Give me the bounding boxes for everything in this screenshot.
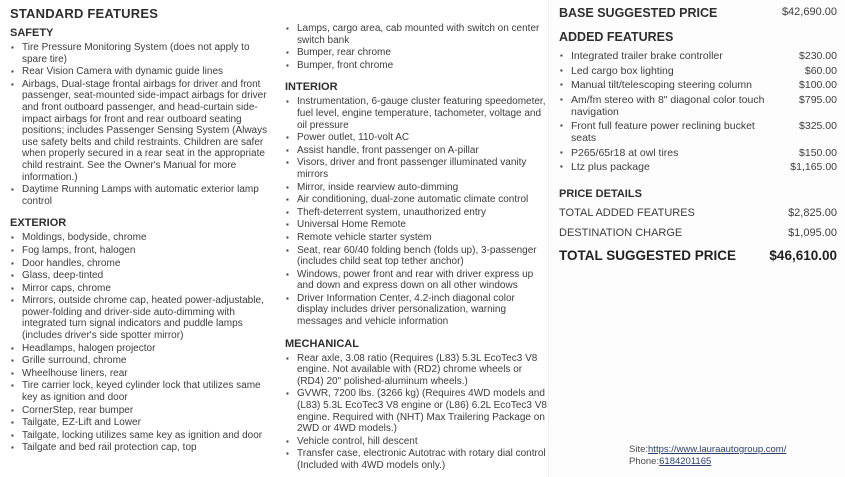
destination-charge-value: $1,095.00 [788,226,837,239]
added-feature-text: Front full feature power reclining bucket seats [571,120,755,144]
added-feature-price: $795.00 [799,93,837,106]
feature-item [10,442,276,454]
feature-item [285,448,548,471]
price-details-heading: PRICE DETAILS [559,187,642,200]
feature-item-text: Airbags, Dual-stage frontal airbags for driver and front passenger, seat-mounted side-impact airbags for driver and front outboard passenger, and head-curtain side-impact airbags for front and rear outboard seating positions; includes Passenger Sensing System (Always use safety belts and child restraints. Children are safer when properly secured in a rear seat in the appropriate child restraint. See the Owner's Manual for more information.) [22,78,268,183]
added-feature-price: $60.00 [804,64,837,77]
bullet-icon: ▪ [286,220,289,230]
feature-item-text: Glass, deep-tinted [22,270,104,282]
feature-item-text: Daytime Running Lamps with automatic exterior lamp control [22,184,259,207]
bullet-icon: ▪ [560,162,563,171]
base-price-label: BASE SUGGESTED PRICE [559,6,718,20]
added-feature-text: Am/fm stereo with 8" diagonal color touch navigation [571,93,765,118]
added-feature-price: $325.00 [799,120,837,132]
feature-item [10,66,276,78]
feature-item-text: Remote vehicle starter system [297,231,432,243]
feature-item [10,245,276,257]
added-feature-text: Ltz plus package [571,161,650,173]
bullet-icon: ▪ [11,368,14,378]
added-features-heading: ADDED FEATURES [559,30,674,44]
bullet-icon: ▪ [286,195,289,205]
destination-charge-label: DESTINATION CHARGE [559,226,683,239]
feature-item [285,245,548,268]
feature-list [10,232,276,454]
bullet-icon: ▪ [560,65,563,75]
bullet-icon: ▪ [11,430,14,440]
bullet-icon: ▪ [11,405,14,415]
bullet-icon: ▪ [11,233,14,243]
feature-item-text: Mirror, inside rearview auto-dimming [297,181,459,193]
added-feature-row [559,161,837,173]
feature-item [285,132,548,144]
feature-item [10,343,276,355]
bullet-icon: ▪ [286,245,289,255]
added-feature-text: Led cargo box lighting [571,64,674,77]
feature-item [285,269,548,292]
phone-line [629,456,837,468]
feature-item [285,47,548,59]
added-feature-price: $1,165.00 [790,161,837,173]
bullet-icon: ▪ [11,258,14,268]
bullet-icon: ▪ [286,145,289,155]
feature-item [285,293,548,328]
total-suggested-price-label: TOTAL SUGGESTED PRICE [559,247,737,263]
bullet-icon: ▪ [286,293,289,303]
section-heading: INTERIOR [285,81,338,94]
feature-item-text: Tailgate, EZ-Lift and Lower [22,417,141,429]
feature-item-text: Assist handle, front passenger on A-pillar [297,144,479,156]
site-line [629,444,837,456]
added-feature-label [559,94,771,118]
total-suggested-price-value: $46,610.00 [769,247,837,263]
added-feature-text: P265/65r18 at owl tires [571,146,679,159]
bullet-icon: ▪ [11,343,14,353]
added-feature-row [559,79,837,91]
feature-item-text: Grille surround, chrome [22,355,127,367]
bullet-icon: ▪ [286,48,289,58]
feature-item-text: Wheelhouse liners, rear [22,367,128,379]
feature-item [10,270,276,282]
feature-item [10,42,276,65]
bullet-icon: ▪ [11,67,14,77]
feature-item-text: Door handles, chrome [22,257,121,269]
feature-item-text: Mirror caps, chrome [22,282,111,294]
bullet-icon: ▪ [286,97,289,107]
added-features-list [559,50,837,176]
feature-item [10,368,276,380]
total-added-features-row [559,207,837,219]
feature-item [10,295,276,341]
feature-item [285,232,548,244]
bullet-icon: ▪ [286,449,289,459]
bullet-icon: ▪ [286,353,289,363]
feature-item-text: Power outlet, 110-volt AC [297,132,410,144]
feature-item [10,430,276,442]
feature-item-text: Tailgate and bed rail protection cap, top [22,442,197,454]
total-added-features-value: $2,825.00 [788,206,837,219]
bullet-icon: ▪ [560,51,563,60]
base-price-row [559,6,837,20]
bullet-icon: ▪ [286,207,289,217]
bullet-icon: ▪ [286,158,289,168]
bullet-icon: ▪ [560,94,563,104]
total-suggested-price-row [559,248,837,263]
feature-item [10,258,276,270]
feature-item [285,436,548,448]
added-feature-label [559,50,771,62]
feature-item [10,184,276,207]
added-feature-text: Integrated trailer brake controller [571,50,723,62]
feature-list [10,42,276,207]
feature-item [10,355,276,367]
bullet-icon: ▪ [11,245,14,255]
bullet-icon: ▪ [286,389,289,399]
feature-item-text: Bumper, rear chrome [297,47,391,59]
bullet-icon: ▪ [286,269,289,279]
added-feature-row [559,120,837,144]
feature-item [285,388,548,434]
feature-item-text: Tire carrier lock, keyed cylinder lock that utilizes same key as ignition and door [22,380,261,404]
feature-section [285,23,548,71]
feature-item-text: Moldings, bodyside, chrome [22,232,147,244]
added-feature-price: $100.00 [799,79,837,91]
feature-section [10,27,276,207]
added-feature-price: $230.00 [799,50,837,62]
bullet-icon: ▪ [286,24,289,33]
feature-item [285,207,548,219]
bullet-icon: ▪ [11,356,14,366]
feature-item [285,219,548,231]
phone-label: Phone: [629,455,660,467]
feature-item-text: Tailgate, locking utilizes same key as ignition and door [22,429,263,441]
bullet-icon: ▪ [11,43,14,52]
feature-item-text: Tire Pressure Monitoring System (does not apply to spare tire) [22,42,250,65]
feature-item-text: Rear Vision Camera with dynamic guide lines [22,66,224,78]
feature-item-text: CornerStep, rear bumper [22,404,134,416]
feature-item-text: Mirrors, outside chrome cap, heated power-adjustable, power-folding and driver-side auto-dimming with integrated turn signal indicators and puddle lamps (includes driver's side spotter mirror) [22,295,264,342]
feature-item-text: Windows, power front and rear with driver express up and down and express down on all other windows [297,268,534,292]
feature-item-text: Air conditioning, dual-zone automatic climate control [297,194,529,206]
features-column-middle [285,0,548,473]
feature-item [285,182,548,194]
feature-list [285,353,548,472]
feature-item-text: Seat, rear 60/40 folding bench (folds up), 3-passenger (includes child seat top tether anchor) [297,244,537,268]
added-feature-label [559,79,771,91]
feature-item-text: Visors, driver and front passenger illuminated vanity mirrors [297,157,527,180]
feature-item [10,380,276,403]
feature-item-text: Headlamps, halogen projector [22,342,156,354]
base-price-value: $42,690.00 [781,6,837,18]
feature-item-text: Lamps, cargo area, cab mounted with switch on center switch bank [297,23,540,46]
feature-item-text: Fog lamps, front, halogen [22,244,136,256]
pricing-panel [548,0,845,477]
phone-link[interactable]: 6184201165 [659,455,712,467]
added-feature-row [559,147,837,159]
added-feature-label [559,147,771,159]
feature-item-text: Transfer case, electronic Autotrac with rotary dial control (Included with 4WD models only.) [297,448,546,471]
bullet-icon: ▪ [286,436,289,446]
feature-item [285,60,548,72]
feature-item [10,405,276,417]
bullet-icon: ▪ [11,283,14,293]
features-column-left [10,0,276,455]
bullet-icon: ▪ [286,133,289,143]
site-link[interactable]: https://www.lauraautogroup.com/ [648,444,787,455]
feature-item-text: Driver Information Center, 4.2-inch diagonal color display includes driver personalization, warning messages and vehicle information [297,292,515,328]
bullet-icon: ▪ [11,443,14,453]
page-title: STANDARD FEATURES [10,6,159,21]
bullet-icon: ▪ [560,147,563,157]
total-added-features-label: TOTAL ADDED FEATURES [559,206,695,219]
feature-item [285,194,548,206]
added-feature-label [559,65,771,77]
feature-item-text: Rear axle, 3.08 ratio (Requires (L83) 5.3L EcoTec3 V8 engine. Not available with (RD2) chrome wheels or (RD4) 20" polished-aluminum wheels.) [297,352,538,387]
bullet-icon: ▪ [11,185,14,195]
feature-section [285,338,548,472]
section-heading: SAFETY [10,27,54,39]
site-label: Site: [629,444,649,455]
bullet-icon: ▪ [560,80,563,89]
section-heading: MECHANICAL [285,337,359,350]
bullet-icon: ▪ [560,121,563,130]
feature-item-text: Universal Home Remote [297,219,406,231]
dealer-contact [629,444,837,467]
feature-item [285,145,548,157]
added-feature-price: $150.00 [799,146,837,159]
feature-item [10,232,276,244]
feature-item-text: GVWR, 7200 lbs. (3266 kg) (Requires 4WD models and (L83) 5.3L EcoTec3 V8 engine or (L86) 6.2L EcoTec3 V8 engine. Required with (NHT) Max Trailering Package on 2WD or 4WD models.) [297,388,547,435]
feature-item [285,23,548,46]
feature-item [10,417,276,429]
added-feature-row [559,94,837,118]
features-left-sections [10,27,276,454]
feature-item [285,353,548,388]
added-feature-label [559,120,771,144]
bullet-icon: ▪ [11,296,14,306]
added-feature-row [559,65,837,77]
feature-list [285,23,548,71]
feature-list [285,96,548,327]
feature-item [10,79,276,183]
bullet-icon: ▪ [286,232,289,242]
feature-item [285,157,548,180]
bullet-icon: ▪ [286,60,289,70]
feature-section [10,217,276,454]
feature-item [285,96,548,131]
added-feature-text: Manual tilt/telescoping steering column [571,79,752,91]
feature-item-text: Instrumentation, 6-gauge cluster featuring speedometer, fuel level, engine temperature, tachometer, voltage and oil pressure [297,96,546,131]
bullet-icon: ▪ [11,381,14,391]
feature-item-text: Bumper, front chrome [297,59,394,71]
feature-item [10,283,276,295]
bullet-icon: ▪ [11,418,14,428]
added-feature-label [559,161,771,173]
bullet-icon: ▪ [11,271,14,281]
bullet-icon: ▪ [286,182,289,192]
bullet-icon: ▪ [11,79,14,89]
added-feature-row [559,50,837,62]
destination-charge-row [559,227,837,239]
features-middle-sections [285,23,548,472]
feature-item-text: Vehicle control, hill descent [297,435,418,447]
section-heading: EXTERIOR [10,217,67,230]
feature-item-text: Theft-deterrent system, unauthorized entry [297,206,486,218]
feature-section [285,81,548,327]
